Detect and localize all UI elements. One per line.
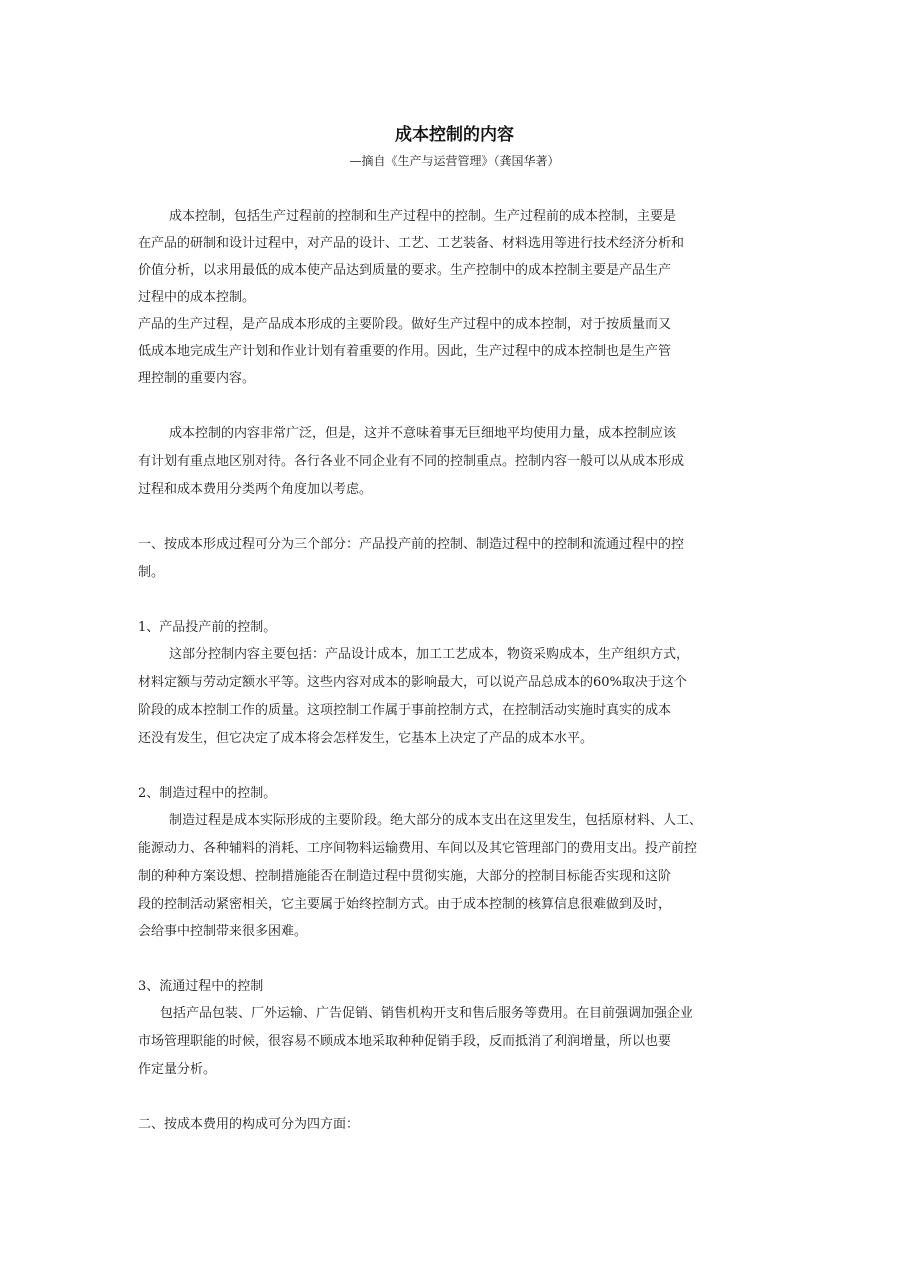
paragraph-line: 能源动力、各种辅料的消耗、工序间物料运输费用、车间以及其它管理部门的费用支出。投产前控 [138, 841, 698, 856]
paragraph-line: 作定量分析。 [138, 1062, 217, 1077]
paragraph-line: 产品的生产过程，是产品成本形成的主要阶段。做好生产过程中的成本控制，对于按质量而又 [138, 317, 672, 332]
paragraph-line: 包括产品包装、厂外运输、广告促销、销售机构开支和售后服务等费用。在目前强调加强企业 [160, 1006, 694, 1021]
paragraph-line: 过程中的成本控制。 [138, 290, 256, 305]
paragraph-line: 制造过程是成本实际形成的主要阶段。绝大部分的成本支出在这里发生，包括原材料、人工、 [169, 813, 703, 828]
document-subtitle: —摘自《生产与运营管理》（龚国华著） [349, 154, 560, 168]
paragraph-line: 理控制的重要内容。 [138, 371, 256, 386]
paragraph-line: 还没有发生，但它决定了成本将会怎样发生，它基本上决定了产品的成本水平。 [138, 731, 594, 746]
paragraph-line: 材料定额与劳动定额水平等。这些内容对成本的影响最大，可以说产品总成本的60%取决于这个 [138, 675, 687, 690]
subsection-heading: 2、制造过程中的控制。 [138, 786, 277, 801]
paragraph-line: 在产品的研制和设计过程中，对产品的设计、工艺、工艺装备、材料选用等进行技术经济分析和 [138, 236, 685, 251]
paragraph-line: 段的控制活动紧密相关，它主要属于始终控制方式。由于成本控制的核算信息很难做到及时， [138, 897, 672, 912]
section-heading: 二、按成本费用的构成可分为四方面： [138, 1117, 360, 1132]
paragraph-line: 市场管理职能的时候，很容易不顾成本地采取种种促销手段，反而抵消了利润增量，所以也要 [138, 1034, 672, 1049]
paragraph-line: 低成本地完成生产计划和作业计划有着重要的作用。因此，生产过程中的成本控制也是生产管 [138, 344, 672, 359]
paragraph-line: 过程和成本费用分类两个角度加以考虑。 [138, 482, 373, 497]
paragraph-line: 价值分析，以求用最低的成本使产品达到质量的要求。生产控制中的成本控制主要是产品生产 [138, 263, 672, 278]
subsection-heading: 3、流通过程中的控制 [138, 979, 264, 994]
paragraph-line: 会给事中控制带来很多困难。 [138, 924, 308, 939]
paragraph-line: 制的种种方案设想、控制措施能否在制造过程中贯彻实施，大部分的控制目标能否实现和这阶 [138, 869, 672, 884]
paragraph-line: 成本控制的内容非常广泛，但是，这并不意味着事无巨细地平均使用力量，成本控制应该 [169, 426, 677, 441]
section-heading: 制。 [138, 565, 165, 580]
paragraph-line: 这部分控制内容主要包括：产品设计成本，加工工艺成本，物资采购成本，生产组织方式， [169, 647, 690, 662]
section-heading: 一、按成本形成过程可分为三个部分：产品投产前的控制、制造过程中的控制和流通过程中的控 [138, 537, 685, 552]
subsection-heading: 1、产品投产前的控制。 [138, 620, 277, 635]
paragraph-line: 阶段的成本控制工作的质量。这项控制工作属于事前控制方式，在控制活动实施时真实的成本 [138, 703, 672, 718]
document-title: 成本控制的内容 [395, 125, 514, 145]
paragraph-line: 成本控制，包括生产过程前的控制和生产过程中的控制。生产过程前的成本控制，主要是 [169, 209, 677, 224]
paragraph-line: 有计划有重点地区别对待。各行各业不同企业有不同的控制重点。控制内容一般可以从成本形成 [138, 454, 685, 469]
